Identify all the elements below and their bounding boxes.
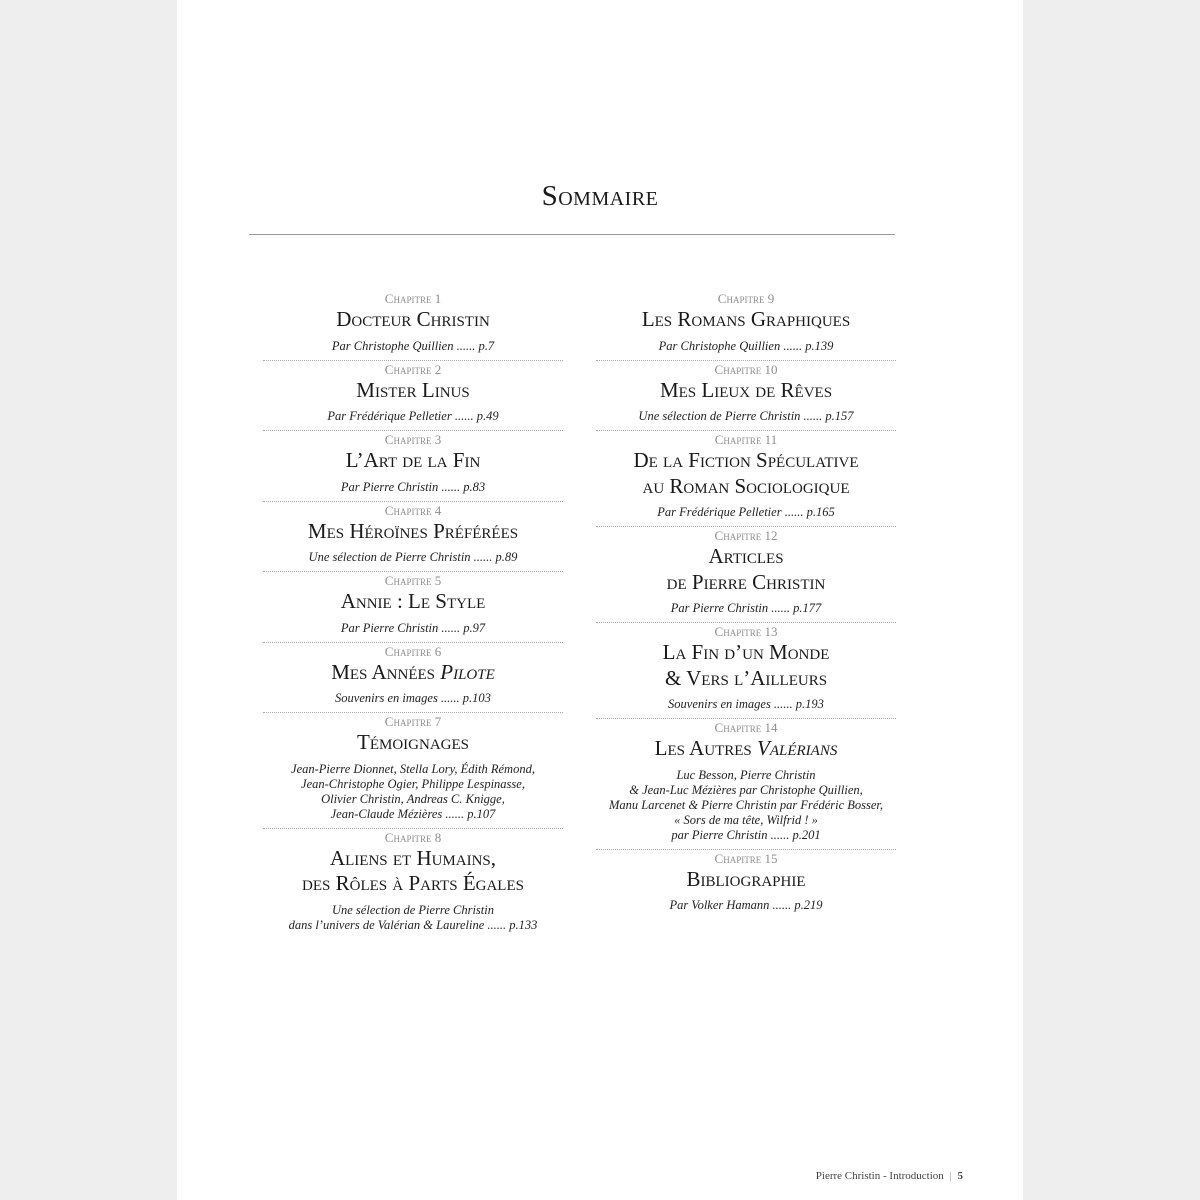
- chapter-number: Chapitre 2: [384, 361, 442, 377]
- chapter-credit: Une sélection de Pierre Christin dans l’univers de Valérian & Laureline ...... p.133: [288, 902, 538, 932]
- chapter-credit: Par Frédérique Pelletier ...... p.49: [327, 409, 499, 423]
- page-number: 5: [957, 1170, 963, 1182]
- chapter-number: Chapitre 3: [384, 432, 442, 447]
- chapter-credit: Par Volker Hamann ...... p.219: [669, 898, 823, 912]
- toc-entry[interactable]: [263, 290, 563, 361]
- chapter-credit: Souvenirs en images ...... p.193: [668, 697, 824, 711]
- chapter-credit: Par Christophe Quillien ...... p.139: [658, 338, 834, 353]
- chapter-credit: Une sélection de Pierre Christin ...... p.89: [308, 550, 518, 564]
- chapter-number: Chapitre 9: [717, 291, 775, 306]
- chapter-number: Chapitre 14: [714, 720, 778, 735]
- chapter-title: L’Art de la Fin: [345, 448, 481, 472]
- footer-section: Introduction: [889, 1170, 944, 1182]
- chapter-credit: Par Frédérique Pelletier ...... p.165: [657, 505, 835, 519]
- page-footer: Pierre Christin - Introduction | 5: [815, 1170, 963, 1182]
- chapter-title: Articles de Pierre Christin: [666, 544, 826, 594]
- toc-column-right: [596, 290, 896, 919]
- chapter-number: Chapitre 4: [384, 502, 442, 518]
- footer-author: Pierre Christin: [815, 1170, 881, 1182]
- chapter-number: Chapitre 7: [384, 714, 442, 729]
- toc-entry[interactable]: [263, 361, 563, 432]
- chapter-title: Annie : Le Style: [340, 589, 486, 613]
- toc-entry[interactable]: [596, 623, 896, 719]
- toc-column-left: [263, 290, 563, 939]
- chapter-number: Chapitre 13: [714, 624, 778, 639]
- title-divider: [249, 234, 895, 235]
- chapter-credit: Jean-Pierre Dionnet, Stella Lory, Édith Rémond, Jean-Christophe Ogier, Philippe Lespinasse, Olivier Christin, Andreas C. Knigge, Jean-Claude Mézières ...... p.107: [291, 761, 535, 821]
- toc-entry[interactable]: [263, 829, 563, 939]
- toc-entry[interactable]: [596, 850, 896, 920]
- toc-entry[interactable]: [596, 290, 896, 361]
- chapter-title: Les Autres Valérians: [654, 736, 838, 760]
- toc-entry[interactable]: [263, 643, 563, 714]
- chapter-title: Aliens et Humains, des Rôles à Parts Égales: [302, 845, 524, 895]
- chapter-title: La Fin d’un Monde & Vers l’Ailleurs: [662, 640, 830, 690]
- toc-entry[interactable]: [596, 361, 896, 432]
- chapter-number: Chapitre 15: [714, 850, 778, 866]
- chapter-number: Chapitre 5: [384, 573, 442, 588]
- toc-entry[interactable]: [596, 719, 896, 850]
- chapter-title: Mes Lieux de Rêves: [659, 377, 833, 402]
- page-title: Sommaire: [541, 180, 659, 212]
- chapter-title: Mister Linus: [356, 377, 470, 402]
- chapter-number: Chapitre 1: [384, 291, 442, 306]
- chapter-title: De la Fiction Spéculative au Roman Sociologique: [633, 448, 859, 498]
- chapter-credit: Souvenirs en images ...... p.103: [335, 691, 491, 705]
- toc-entry[interactable]: [263, 502, 563, 573]
- chapter-number: Chapitre 11: [714, 432, 778, 447]
- chapter-credit: Une sélection de Pierre Christin ...... p.157: [638, 409, 854, 423]
- chapter-title: Bibliographie: [686, 866, 806, 891]
- toc-entry[interactable]: [263, 431, 563, 502]
- chapter-number: Chapitre 6: [384, 643, 442, 659]
- page-sheet: [177, 0, 1023, 1200]
- chapter-number: Chapitre 10: [714, 361, 778, 377]
- chapter-number: Chapitre 12: [714, 528, 778, 543]
- chapter-credit: Luc Besson, Pierre Christin & Jean-Luc Mézières par Christophe Quillien, Manu Larcenet & Pierre Christin par Frédéric Bosser, « Sors de ma tête, Wilfrid ! » par Pierre Christin ...... p.201: [608, 767, 884, 842]
- chapter-title: Mes Héroïnes Préférées: [307, 518, 519, 543]
- chapter-title: Docteur Christin: [336, 307, 490, 331]
- chapter-credit: Par Pierre Christin ...... p.177: [670, 601, 822, 615]
- chapter-number: Chapitre 8: [384, 829, 442, 845]
- toc-entry[interactable]: [263, 713, 563, 829]
- chapter-credit: Par Pierre Christin ...... p.83: [340, 479, 486, 494]
- chapter-credit: Par Christophe Quillien ...... p.7: [331, 338, 495, 353]
- chapter-title: Les Romans Graphiques: [641, 307, 851, 331]
- toc-entry[interactable]: [596, 527, 896, 623]
- toc-entry[interactable]: [263, 572, 563, 643]
- chapter-title: Témoignages: [357, 730, 469, 754]
- toc-entry[interactable]: [596, 431, 896, 527]
- chapter-credit: Par Pierre Christin ...... p.97: [340, 620, 486, 635]
- chapter-title: Mes Années Pilote: [331, 659, 495, 684]
